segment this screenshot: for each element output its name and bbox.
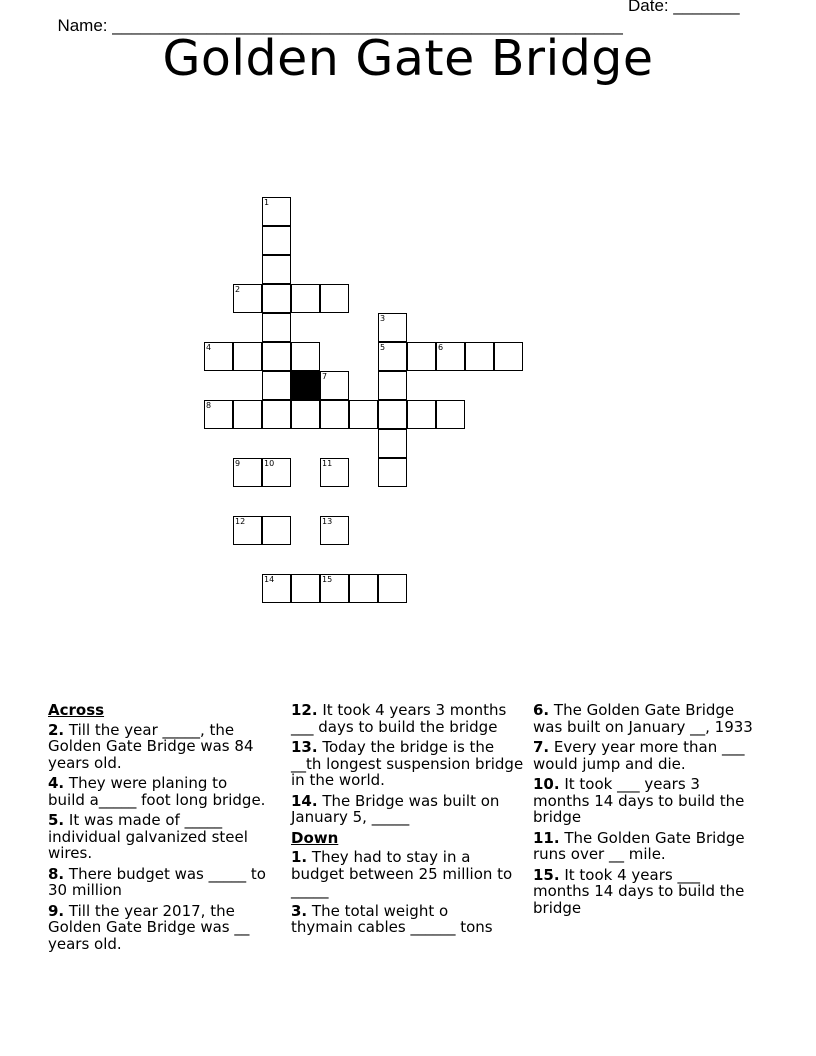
clue-number: 13. [291, 738, 318, 756]
grid-cell[interactable] [436, 342, 465, 371]
grid-cell[interactable] [204, 342, 233, 371]
clue-text: It took 4 years ___ months 14 days to build the bridge [533, 865, 745, 917]
clue-number: 14. [291, 791, 318, 810]
clue-number: 9. [48, 901, 65, 920]
grid-cell[interactable] [262, 313, 291, 342]
grid-cell[interactable] [291, 284, 320, 313]
cell-number: 2 [235, 285, 241, 294]
cell-number: 1 [264, 198, 270, 207]
cell-number: 9 [235, 459, 241, 468]
clue-down-15 [533, 867, 765, 917]
cell-number: 10 [264, 459, 275, 468]
grid-cell[interactable] [233, 342, 262, 371]
grid-cell[interactable] [320, 400, 349, 429]
clue-number: 3. [291, 901, 308, 920]
cell-number: 12 [235, 517, 246, 526]
grid-cell[interactable] [320, 458, 349, 487]
down-heading: Down [291, 828, 339, 847]
grid-cell[interactable] [204, 400, 233, 429]
cell-number: 7 [322, 372, 328, 381]
grid-cell[interactable] [233, 458, 262, 487]
grid-cell[interactable] [407, 342, 436, 371]
clue-down-11 [533, 830, 765, 863]
clue-across-12 [291, 702, 527, 735]
grid-cell[interactable] [378, 371, 407, 400]
grid-cell[interactable] [262, 342, 291, 371]
clue-number: 15. [533, 865, 560, 884]
clue-down-10 [533, 776, 765, 826]
clue-text: Till the year _____, the Golden Gate Bridge was 84 years old. [48, 720, 254, 772]
cell-number: 8 [206, 401, 212, 410]
clue-text: Every year more than ___ would jump and die. [533, 738, 745, 773]
grid-cell[interactable] [262, 226, 291, 255]
clue-down-6 [533, 702, 765, 735]
grid-cell[interactable] [465, 342, 494, 371]
clue-number: 6. [533, 701, 550, 719]
clue-across-5 [48, 812, 280, 862]
clue-number: 4. [48, 774, 65, 792]
grid-cell[interactable] [349, 400, 378, 429]
grid-cell[interactable] [378, 574, 407, 603]
grid-cell[interactable] [378, 400, 407, 429]
clue-text: The total weight o thymain cables ______ tons [291, 901, 493, 936]
cell-number: 14 [264, 575, 275, 584]
grid-cell[interactable] [262, 458, 291, 487]
grid-cell[interactable] [349, 574, 378, 603]
clue-number: 1. [291, 848, 308, 866]
clue-number: 11. [533, 828, 560, 847]
grid-cell[interactable] [262, 255, 291, 284]
grid-cell[interactable] [378, 342, 407, 371]
grid-cell[interactable] [262, 197, 291, 226]
clue-down-1 [291, 849, 527, 899]
clues-column-1 [48, 702, 280, 956]
cell-number: 15 [322, 575, 333, 584]
clue-text: The Bridge was built on January 5, _____ [291, 791, 500, 826]
clue-text: It took 4 years 3 months ___ days to build the bridge [291, 701, 507, 736]
across-heading: Across [48, 701, 105, 719]
cell-number: 4 [206, 343, 212, 352]
grid-cell[interactable] [407, 400, 436, 429]
clue-number: 8. [48, 864, 65, 883]
grid-cell[interactable] [291, 574, 320, 603]
clue-across-9 [48, 903, 280, 953]
clue-number: 5. [48, 811, 65, 829]
clue-number: 2. [48, 720, 65, 739]
clue-number: 12. [291, 701, 318, 719]
clue-number: 10. [533, 775, 560, 793]
name-field[interactable]: Name: ______________________________________________________ [57, 16, 623, 35]
clue-text: The Golden Gate Bridge was built on January __, 1933 [533, 701, 753, 736]
clue-number: 7. [533, 738, 550, 756]
clue-down-7 [533, 739, 765, 772]
clue-text: Today the bridge is the __th longest suspension bridge in the world. [291, 738, 524, 789]
grid-cell[interactable] [233, 284, 262, 313]
clues-column-3 [533, 702, 765, 920]
clue-text: There budget was _____ to 30 million [48, 864, 266, 899]
grid-cell[interactable] [378, 429, 407, 458]
cell-number: 5 [380, 343, 386, 352]
cell-number: 6 [438, 343, 444, 352]
clue-across-2 [48, 722, 280, 772]
page-title: Golden Gate Bridge [162, 30, 654, 87]
clue-text: It was made of _____ individual galvanized steel wires. [48, 811, 248, 862]
clue-text: The Golden Gate Bridge runs over __ mile. [533, 828, 745, 863]
grid-cell[interactable] [320, 574, 349, 603]
clue-across-4 [48, 775, 280, 808]
cell-number: 11 [322, 459, 333, 468]
grid-cell[interactable] [233, 400, 262, 429]
grid-cell[interactable] [378, 313, 407, 342]
clue-text: They had to stay in a budget between 25 million to _____ [291, 848, 513, 899]
grid-cell[interactable] [291, 342, 320, 371]
clue-across-14 [291, 793, 527, 826]
grid-cell[interactable] [320, 516, 349, 545]
cell-number: 13 [322, 517, 333, 526]
grid-cell[interactable] [320, 371, 349, 400]
clue-down-3 [291, 903, 527, 936]
grid-cell[interactable] [436, 400, 465, 429]
grid-block [291, 371, 320, 400]
grid-cell[interactable] [262, 516, 291, 545]
grid-cell[interactable] [378, 458, 407, 487]
grid-cell[interactable] [262, 574, 291, 603]
grid-cell[interactable] [262, 371, 291, 400]
grid-cell[interactable] [494, 342, 523, 371]
grid-cell[interactable] [262, 400, 291, 429]
grid-cell[interactable] [291, 400, 320, 429]
clue-across-8 [48, 866, 280, 899]
clue-text: It took ___ years 3 months 14 days to build the bridge [533, 775, 745, 826]
clue-text: They were planing to build a_____ foot long bridge. [48, 774, 266, 809]
cell-number: 3 [380, 314, 386, 323]
clue-across-13 [291, 739, 527, 789]
grid-cell[interactable] [320, 284, 349, 313]
clues-column-2 [291, 702, 527, 940]
grid-cell[interactable] [233, 516, 262, 545]
date-field[interactable]: Date: _______ [628, 0, 740, 15]
clue-text: Till the year 2017, the Golden Gate Bridge was __ years old. [48, 901, 250, 953]
grid-cell[interactable] [262, 284, 291, 313]
